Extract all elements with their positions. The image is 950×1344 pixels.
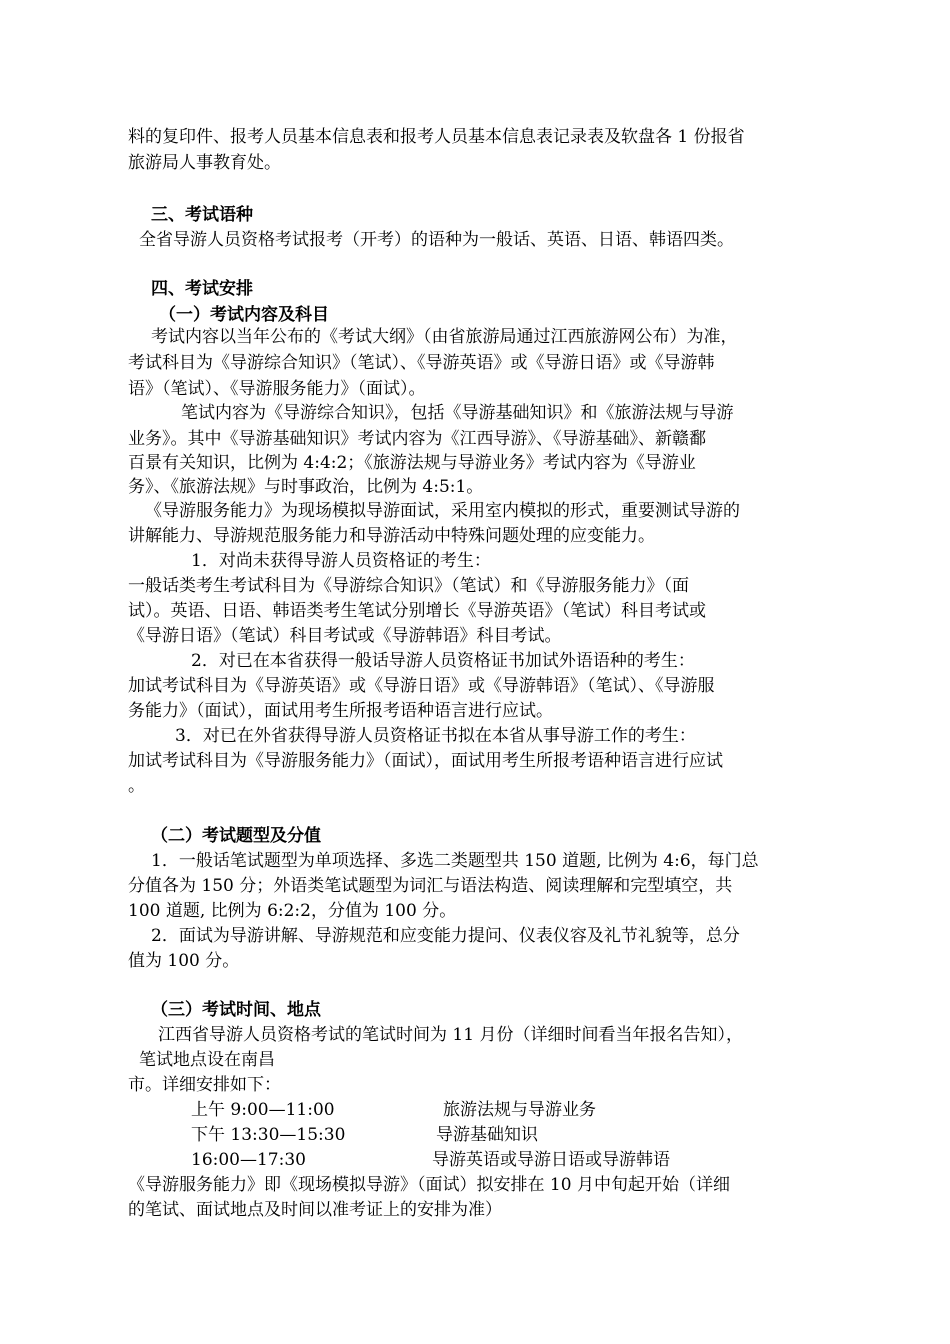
paragraph-line: 一般话类考生考试科目为《导游综合知识》（笔试）和《导游服务能力》（面 <box>128 576 689 596</box>
paragraph-line: 语》（笔试）、《导游服务能力》（面试）。 <box>128 379 426 399</box>
schedule-time: 下午 13:30—15:30 <box>191 1125 346 1145</box>
paragraph-line: 笔试内容为《导游综合知识》，包括《导游基础知识》和《旅游法规与导游 <box>181 403 734 423</box>
section3-heading: 三、考试语种 <box>151 205 253 225</box>
paragraph-line: 百景有关知识，比例为 4:4:2；《旅游法规与导游业务》考试内容为《导游业 <box>128 453 696 473</box>
paragraph-line: 江西省导游人员资格考试的笔试时间为 11 月份（详细时间看当年报名告知）， <box>158 1025 743 1045</box>
paragraph-line: 1．一般话笔试题型为单项选择、多选二类题型共 150 道题, 比例为 4:6，每门总 <box>151 851 759 871</box>
paragraph-line: 笔试地点设在南昌 <box>139 1050 275 1070</box>
schedule-subject: 导游基础知识 <box>436 1125 538 1145</box>
paragraph-line: 的笔试、面试地点及时间以准考证上的安排为准） <box>128 1200 502 1220</box>
paragraph-line: 值为 100 分。 <box>128 951 240 971</box>
list-item-title: 1．对尚未获得导游人员资格证的考生： <box>191 551 491 571</box>
paragraph-line: 分值各为 150 分；外语类笔试题型为词汇与语法构造、阅读理解和完型填空，共 <box>128 876 733 896</box>
paragraph-line: 2．面试为导游讲解、导游规范和应变能力提问、仪表仪容及礼节礼貌等，总分 <box>151 926 740 946</box>
schedule-subject: 导游英语或导游日语或导游韩语 <box>432 1150 670 1170</box>
sub3-heading: （三）考试时间、地点 <box>151 1000 321 1020</box>
sub1-heading: （一）考试内容及科目 <box>159 305 329 325</box>
paragraph-line: 《导游服务能力》为现场模拟导游面试，采用室内模拟的形式，重要测试导游的 <box>145 501 740 521</box>
intro-line: 旅游局人事教育处。 <box>128 153 281 173</box>
paragraph-line: 。 <box>128 776 145 796</box>
paragraph-line: 务》、《旅游法规》与时事政治，比例为 4:5:1。 <box>128 477 484 497</box>
paragraph-line: 试）。英语、日语、韩语类考生笔试分别增长《导游英语》（笔试）科目考试或 <box>128 601 706 621</box>
paragraph-line: 讲解能力、导游规范服务能力和导游活动中特殊问题处理的应变能力。 <box>128 526 655 546</box>
paragraph-line: 务能力》（面试），面试用考生所报考语种语言进行应试。 <box>128 701 553 721</box>
paragraph-line: 考试科目为《导游综合知识》（笔试）、《导游英语》或《导游日语》或《导游韩 <box>128 353 715 373</box>
paragraph-line: 《导游服务能力》即《现场模拟导游》（面试）拟安排在 10 月中旬起开始（详细 <box>128 1175 730 1195</box>
schedule-subject: 旅游法规与导游业务 <box>443 1100 596 1120</box>
paragraph-line: 《导游日语》（笔试）科目考试或《导游韩语》科目考试。 <box>128 626 562 646</box>
paragraph-line: 100 道题, 比例为 6:2:2，分值为 100 分。 <box>128 901 457 921</box>
schedule-time: 上午 9:00—11:00 <box>191 1100 335 1120</box>
list-item-title: 2．对已在本省获得一般话导游人员资格证书加试外语语种的考生： <box>191 651 695 671</box>
schedule-time: 16:00—17:30 <box>191 1150 306 1170</box>
paragraph-line: 考试内容以当年公布的《考试大纲》（由省旅游局通过江西旅游网公布）为准， <box>151 327 738 347</box>
sub2-heading: （二）考试题型及分值 <box>151 826 321 846</box>
section4-heading: 四、考试安排 <box>151 279 253 299</box>
paragraph-line: 市。详细安排如下： <box>128 1075 281 1095</box>
list-item-title: 3．对已在外省获得导游人员资格证书拟在本省从事导游工作的考生： <box>175 726 696 746</box>
intro-line: 料的复印件、报考人员基本信息表和报考人员基本信息表记录表及软盘各 1 份报省 <box>128 127 745 147</box>
paragraph-line: 加试考试科目为《导游服务能力》（面试），面试用考生所报考语种语言进行应试 <box>128 751 723 771</box>
paragraph-line: 业务》。其中《导游基础知识》考试内容为《江西导游》、《导游基础》、新赣鄱 <box>128 429 706 449</box>
section3-text: 全省导游人员资格考试报考（开考）的语种为一般话、英语、日语、韩语四类。 <box>139 230 734 250</box>
paragraph-line: 加试考试科目为《导游英语》或《导游日语》或《导游韩语》（笔试）、《导游服 <box>128 676 715 696</box>
